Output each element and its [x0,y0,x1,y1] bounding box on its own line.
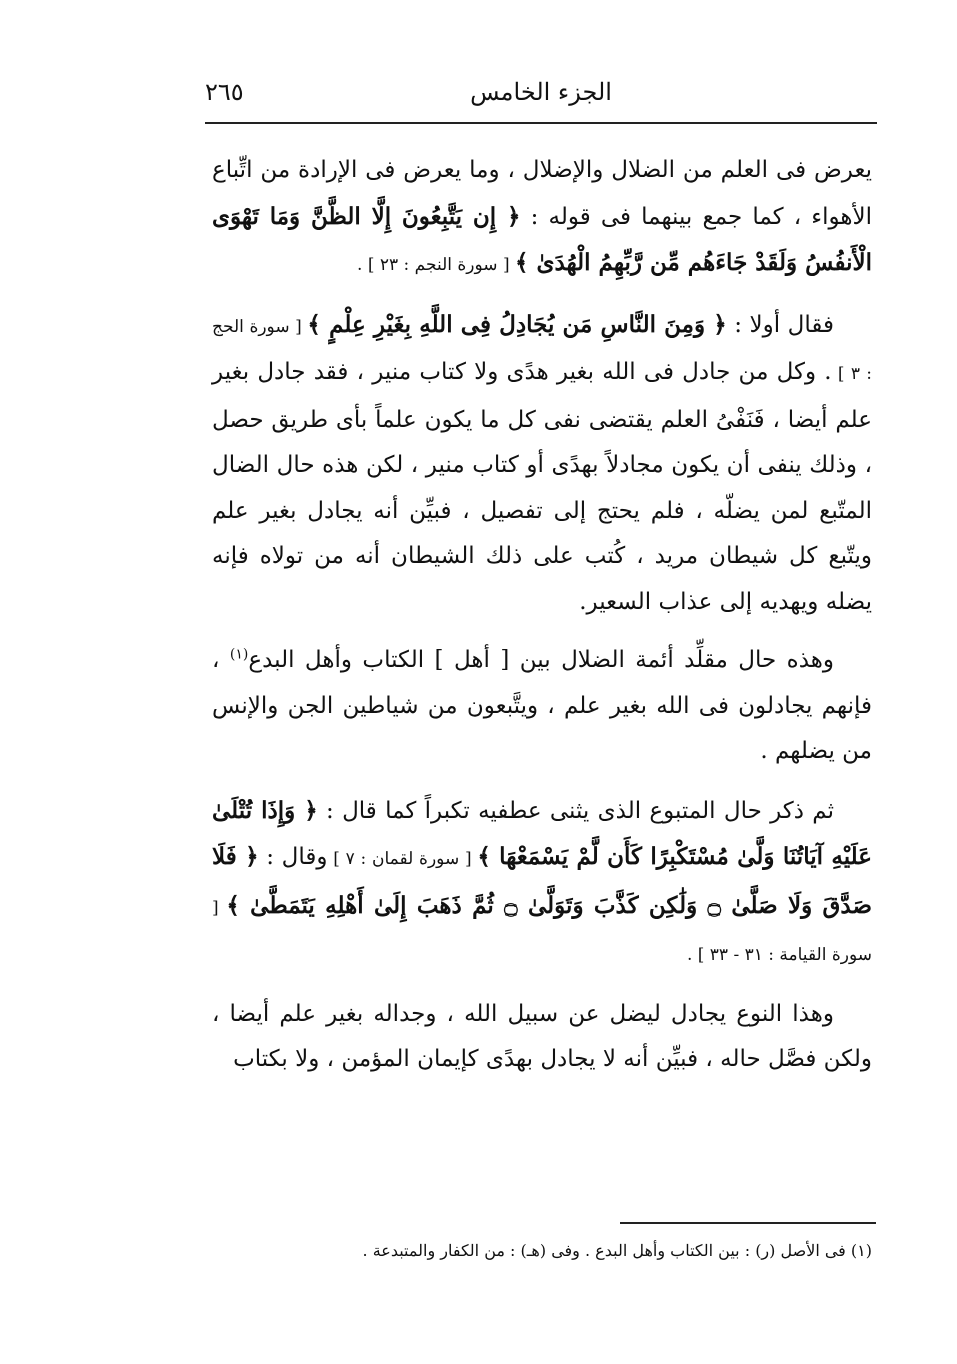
text-run: وهذا النوع يجادل ليضل عن سبيل الله ، وجداله بغير علم أيضا ، ولكن فصَّل حاله ، فبيِّن أنه لا يجادل بهدًى كإيمان المؤمن ، ولا بكتاب [212,1000,872,1072]
quran-verse: ﴿ فَلَا صَدَّقَ وَلَا صَلَّىٰ ۝ وَلَٰكِن كَذَّبَ وَتَوَلَّىٰ ۝ ثُمَّ ذَهَبَ إِلَىٰ أَهْلِهِ يَتَمَطَّىٰ ﴾ [212,843,872,919]
quran-verse: ﴿ إِن يَتَّبِعُونَ إِلَّا الظَّنَّ وَمَا تَهْوَى الْأَنفُسُ وَلَقَدْ جَاءَهُم مِّن رَّبِّهِمُ الْهُدَىٰ ﴾ [212,202,872,276]
page-header [205,72,877,122]
text-run: وهذه حال مقلِّد أئمة الضلال بين [ أهل ] الكتاب وأهل البدع [248,647,835,673]
verse-reference: [ سورة لقمان : ٧ ] [327,849,478,869]
text-run: يعرض فى العلم من الضلال والإضلال ، وما يعرض فى الإرادة من اتِّباع الأهواء ، كما جمع بينهما فى قوله : [212,157,873,230]
verse-reference: [ سورة القيامة : ٣١ - ٣٣ ] . [212,897,872,965]
paragraph-4 [212,788,872,979]
page-number: ٢٦٥ [205,78,244,106]
quran-verse: ﴿ وَإِذَا تُتْلَىٰ عَلَيْهِ آيَاتُنَا وَلَّىٰ مُسْتَكْبِرًا كَأَن لَّمْ يَسْمَعْهَا ﴾ [212,796,872,870]
footnote-marker: (١) [229,646,249,663]
text-run: فقال أولا : [726,311,834,338]
text-run: ، فإنهم يجادلون فى الله بغير علم ، ويتَّبعون من شياطين الجن والإنس من يضلهم . [212,647,872,764]
text-run: . وكل من جادل فى الله بغير هدًى ولا كتاب منير ، فقد جادل بغير علم أيضا ، فَنَفْىُ العلم يقتضى نفى كل ما يكون علماً بأى طريق حصل ، وذلك ينفى أن يكون مجادلاً بهدًى أو كتاب منير ، لكن هذه حال الضال المتّبع لمن يضلّه ، فلم يحتج إلى تفصيل ، فبيِّن أنه يجادل بغير علم ويتّبع كل شيطان مريد ، كُتب على ذلك الشيطان أنه من تولاه فإنه يضله ويهديه إلى عذاب السعير. [212,359,872,615]
paragraph-2 [212,302,872,626]
header-rule [205,122,877,124]
paragraph-5 [212,992,872,1083]
verse-reference: [ سورة الحج : ٣ ] [212,316,872,384]
footnote: (١) فى الأصل (ر) : بين الكتاب وأهل البدع . وفى (هـ) : من الكفار والمتبدعة . [362,1241,872,1260]
footnote-rule [620,1222,876,1224]
verse-reference: [ سورة النجم : ٢٣ ] . [357,255,515,275]
running-title: الجزء الخامس [470,78,612,106]
text-run: ثم ذكر حال المتبوع الذى يثنى عطفيه تكبراً كما قال : [317,797,834,824]
quran-verse: ﴿ وَمِنَ النَّاسِ مَن يُجَادِلُ فِى اللَّهِ بِغَيْرِ عِلْمٍ ﴾ [307,310,727,338]
paragraph-3 [212,638,872,775]
main-text [212,148,872,1096]
paragraph-1 [212,148,872,289]
text-run: وقال : [258,844,328,870]
